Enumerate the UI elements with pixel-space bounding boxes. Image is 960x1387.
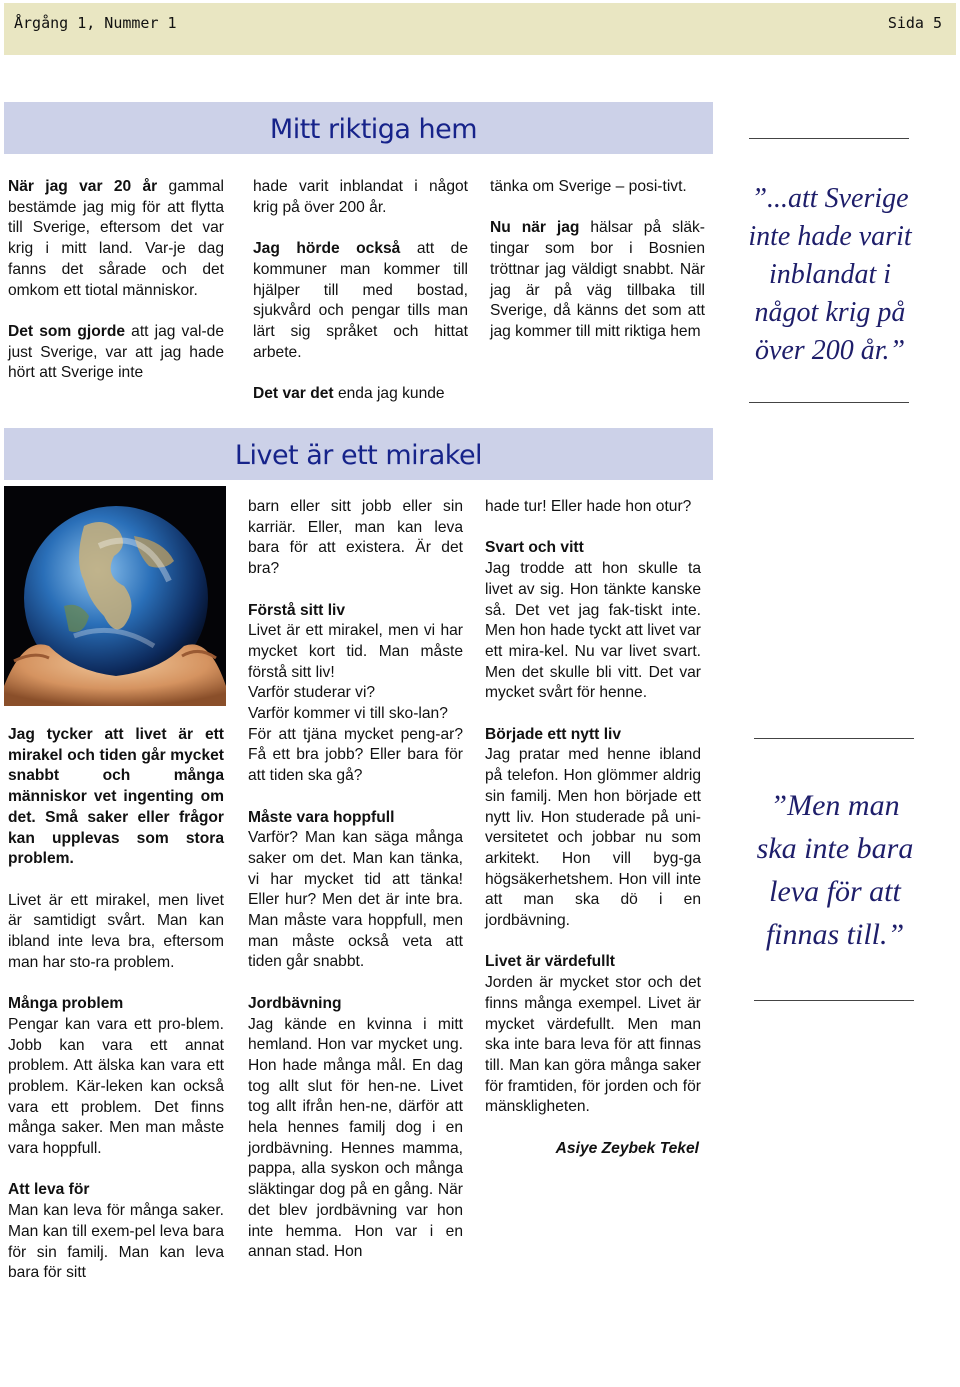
- article2-col2-heading: Förstå sitt liv: [248, 601, 346, 619]
- article1-col2-p2: Jag hörde också att de kommuner man kommer till hjälper till med bostad, sjukvård och pengar tills man lärt sig språket och hittat arbete.: [253, 240, 468, 361]
- article2-intro: Jag tycker att livet är ett mirakel och tiden går mycket snabbt och många människor vet ingenting om det. Små saker eller frågor kan upplevas som stora problem.: [8, 726, 224, 868]
- article1-col2: [253, 177, 468, 425]
- article2-col2-p3: Varför? Man kan säga många saker om det. Man kan tänka, vi har mycket tid att tänka! Eller hur? Men det är inte bra. Man måste vara hoppfull, men man måste också veta att tiden går snabbt.: [248, 829, 463, 971]
- article2-title: Livet är ett mirakel: [4, 428, 713, 480]
- article1-col1-p1: När jag var 20 år gammal bestämde jag mig för att flytta till Sverige, eftersom det var krig i mitt land. Var-je dag fanns det sårade och det omkom ett tiotal människor.: [8, 178, 224, 299]
- pullquote2: [747, 784, 923, 956]
- earth-in-hands-image: [4, 486, 226, 706]
- pullquote1-bottom-rule: [749, 402, 909, 403]
- article2-col2-heading: Måste vara hoppfull: [248, 808, 395, 826]
- article1-col1: [8, 177, 224, 405]
- pullquote1-top-rule: [749, 138, 909, 139]
- article2-col3-p3: Jag pratar med henne ibland på telefon. Hon glömmer aldrig sin familj. Men hon började ett nytt liv. Hon studerade på uni-versitetet och jobbar nu som arkitekt. Hon vill byg-ga högsäkerhetshem. Hon vill inte att man ska dö i en jordbävning.: [485, 746, 701, 930]
- article2-col1-heading: Många problem: [8, 995, 124, 1013]
- article2-col1-p4: Man kan leva för många saker. Man kan till exem-pel leva bara för sin familj. Man kan leva bara för sitt: [8, 1202, 224, 1282]
- page-number: Sida 5: [887, 14, 942, 32]
- article2-col2-line: Varför studerar vi?: [248, 684, 376, 702]
- article2-col1: [8, 725, 224, 1305]
- article2-col3-heading: Livet är värdefullt: [485, 953, 615, 971]
- article1-col1-p2: Det som gjorde att jag val-de just Sverige, var att jag hade hört att Sverige inte: [8, 322, 224, 382]
- article2-col2-line: Livet är ett mirakel, men vi har mycket kort tid. Man måste förstå sitt liv!: [248, 622, 463, 681]
- pullquote1-line: inblandat i: [768, 259, 892, 290]
- pullquote1-line: inte hade varit: [748, 221, 912, 252]
- article1-col3: [490, 177, 705, 363]
- pullquote1-line: ”...att Sverige: [751, 183, 909, 214]
- pullquote1-line: något krig på: [754, 297, 906, 328]
- article1-col2-p3: Det var det enda jag kunde: [253, 385, 445, 402]
- article2-col2-p1: barn eller sitt jobb eller sin karriär. Eller, man kan leva bara för att existera. Är det bra?: [248, 498, 463, 578]
- article1-col3-p2: Nu när jag hälsar på släk-tingar som bor i Bosnien tröttnar jag väldigt snabbt. När jag är på väg tillbaka till Sverige, då känns det som att jag kommer till mitt riktiga hem: [490, 219, 705, 340]
- article2-col2-heading: Jordbävning: [248, 994, 342, 1012]
- pullquote1-line: över 200 år.”: [754, 335, 906, 366]
- page-header: [4, 3, 956, 55]
- article2-col3: [485, 497, 701, 1159]
- article2-col1-heading: Att leva för: [8, 1181, 90, 1199]
- earth-icon: [4, 486, 226, 706]
- pullquote2-line: ”Men man: [770, 789, 900, 822]
- article2-col3-p1: hade tur! Eller hade hon otur?: [485, 498, 692, 515]
- article2-col2-p4: Jag kände en kvinna i mitt hemland. Hon var mycket ung. Hon hade många mål. En dag tog allt slut för hen-ne. Livet tog allt ifrån hen-ne, därför att hela hennes familj dog i en jordbävning. Hennes mamma, pappa, alla syskon och många släktingar dog på en gång. När det blev jordbävning var hon inte hemma. Hon var i en annan stad. Hon: [248, 1015, 463, 1261]
- pullquote2-top-rule: [754, 738, 914, 739]
- article2-col1-p2: Livet är ett mirakel, men livet är samtidigt svårt. Man kan ibland inte leva bra, eftersom man har sto-ra problem.: [8, 891, 224, 971]
- article1-title: Mitt riktiga hem: [4, 102, 713, 154]
- pullquote1: [745, 180, 915, 370]
- article2-col2-line: För att tjäna mycket peng-ar? Få ett bra jobb? Eller bara för att tiden ska gå?: [248, 725, 463, 785]
- issue-label: Årgång 1, Nummer 1: [14, 14, 177, 32]
- article2-col2: [248, 497, 463, 1284]
- article2-col2-line: Varför kommer vi till sko-lan?: [248, 705, 448, 723]
- author-byline: Asiye Zeybek Tekel: [555, 1139, 699, 1157]
- pullquote2-line: finnas till.”: [765, 918, 905, 951]
- article2-col3-p2: Jag trodde att hon skulle ta livet av sig. Hon tänkte kanske så. Det vet jag fak-tiskt inte. Men hon hade tyckt att livet var ett mira-kel. Nu var livet svart. Men det skulle bli vitt. Det var mycket svårt för henne.: [485, 560, 701, 702]
- article1-col3-p1: tänka om Sverige – posi-tivt.: [490, 178, 687, 195]
- article2-col3-heading: Svart och vitt: [485, 539, 584, 557]
- article2-col3-p4: Jorden är mycket stor och det finns många exempel. Livet är mycket värdefullt. Men man ska inte bara leva för att finnas till. Man kan göra många saker för framtiden, för jorden och för mänskligheten.: [485, 974, 701, 1116]
- pullquote2-line: ska inte bara: [756, 832, 914, 865]
- article2-col3-heading: Började ett nytt liv: [485, 725, 622, 743]
- pullquote2-line: leva för att: [769, 875, 901, 908]
- article1-col2-p1: hade varit inblandat i något krig på över 200 år.: [253, 178, 468, 216]
- article2-col1-p3: Pengar kan vara ett pro-blem. Jobb kan vara ett annat problem. Att älska kan vara ett problem. Kär-leken kan också vara ett problem. Det finns många saker. Men man måste vara hoppfull.: [8, 1015, 224, 1158]
- pullquote2-bottom-rule: [754, 1000, 914, 1001]
